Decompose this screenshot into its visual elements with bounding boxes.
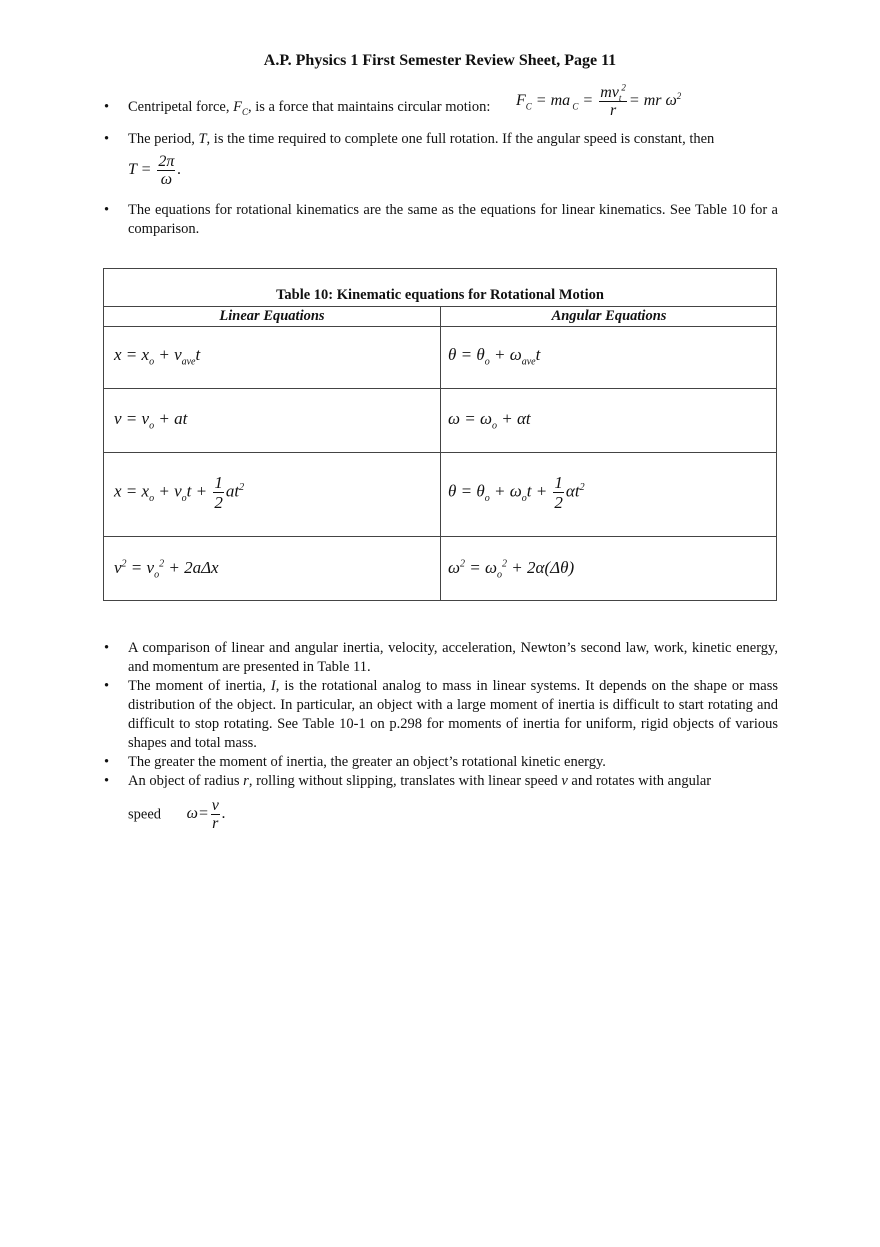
bullet-text: Centripetal force, — [128, 99, 230, 115]
eq-angular-velocity-squared: $\omega^2 = \omega_o^2 + 2\alpha(\Delta\theta)$ — [448, 558, 575, 581]
angular-speed-line — [128, 797, 778, 837]
math-t: T — [198, 131, 207, 147]
math-fc: $F_C$ — [233, 99, 248, 117]
bullet-period — [104, 130, 778, 197]
eq-linear-position-avg: $x = x_o + v_{ave}t$ — [114, 345, 201, 368]
bullet-dot: • — [104, 678, 110, 694]
header-linear: Linear Equations — [219, 308, 325, 324]
bullet-list-intro — [104, 82, 778, 239]
bullet-dot: • — [104, 131, 110, 147]
eq-linear-velocity: $v = v_o$ + at — [114, 409, 188, 432]
bullet-dot: • — [104, 773, 110, 789]
equation-centripetal-force: $F_C$ = ma $_C$ = $\frac{mv_t^2}{r}$ = mr $\omega^2$ — [516, 82, 682, 119]
page-title: A.P. Physics 1 First Semester Review Sheet, Page 11 — [263, 52, 617, 69]
eq-linear-displacement: $x = x_o + v_ot$ + $\frac{1}{2}$ $at^2$ — [114, 473, 245, 512]
row-divider — [104, 388, 776, 389]
eq-linear-velocity-squared: $v^2 = v_o^2 + 2a\Delta x$ — [114, 558, 219, 581]
bullet-text: , is the time required to complete one full rotation. If the angular speed is constant, then — [206, 131, 715, 147]
row-divider — [104, 452, 776, 453]
bullet-dot: • — [104, 754, 110, 770]
bullet-rolling — [104, 772, 778, 837]
bullet-text: The greater the moment of inertia, the greater an object’s rotational kinetic energy. — [128, 754, 606, 770]
bullet-text: speed — [128, 806, 162, 823]
bullet-rotational-ke — [104, 753, 778, 772]
bullet-comparison — [104, 639, 778, 677]
eq-angular-position-avg: $\theta = \theta_o + \omega_{ave}t$ — [448, 345, 541, 368]
math-v: v — [561, 773, 568, 789]
bullet-text: The equations for rotational kinematics are the same as the equations for linear kinematics. See Table 10 for a comparison. — [128, 202, 778, 237]
eq-angular-velocity: $\omega = \omega_o + \alpha t$ — [448, 409, 531, 432]
bullet-text: A comparison of linear and angular inertia, velocity, acceleration, Newton’s second law, work, kinetic energy, and momentum are presented in Table 11. — [128, 640, 778, 675]
bullet-list-lower — [104, 639, 778, 837]
bullet-text: and rotates with angular — [571, 773, 712, 789]
bullet-text: , is the rotational analog to mass in linear systems. It depends on the shape or mass distribution of the object. In particular, an object with a large moment of inertia is difficult to start rotating and difficult to stop rotating. See Table 10-1 on p.298 for moments of inertia for uniform, rigid objects of various shapes and total mass. — [128, 678, 779, 751]
bullet-text: , is a force that maintains circular motion: — [247, 99, 491, 115]
bullet-dot: • — [104, 202, 110, 218]
bullet-rotational-kinematics — [104, 201, 778, 239]
bullet-centripetal-force — [104, 82, 778, 124]
header-angular: Angular Equations — [551, 308, 667, 324]
bullet-moment-of-inertia — [104, 677, 778, 753]
column-divider — [440, 306, 441, 600]
bullet-text: The moment of inertia, — [128, 678, 266, 694]
math-i: I — [270, 678, 276, 694]
bullet-dot: • — [104, 99, 110, 115]
eq-angular-displacement: $\theta = \theta_o + \omega_ot$ + $\frac{1}{2}$ $\alpha t^2$ — [448, 473, 585, 512]
math-r: r — [243, 773, 249, 789]
equation-angular-speed: ω= $\frac{v}{r}$ . — [186, 797, 226, 832]
bullet-text: , rolling without slipping, translates with linear speed — [248, 773, 558, 789]
equation-period: T = $\frac{2\pi}{\omega}$ . — [128, 153, 182, 188]
row-divider — [104, 536, 776, 537]
bullet-text: An object of radius — [128, 773, 240, 789]
kinematics-table — [103, 268, 777, 601]
bullet-dot: • — [104, 640, 110, 656]
table-caption: Table 10: Kinematic equations for Rotational Motion — [276, 287, 604, 303]
bullet-text: The period, — [128, 131, 195, 147]
